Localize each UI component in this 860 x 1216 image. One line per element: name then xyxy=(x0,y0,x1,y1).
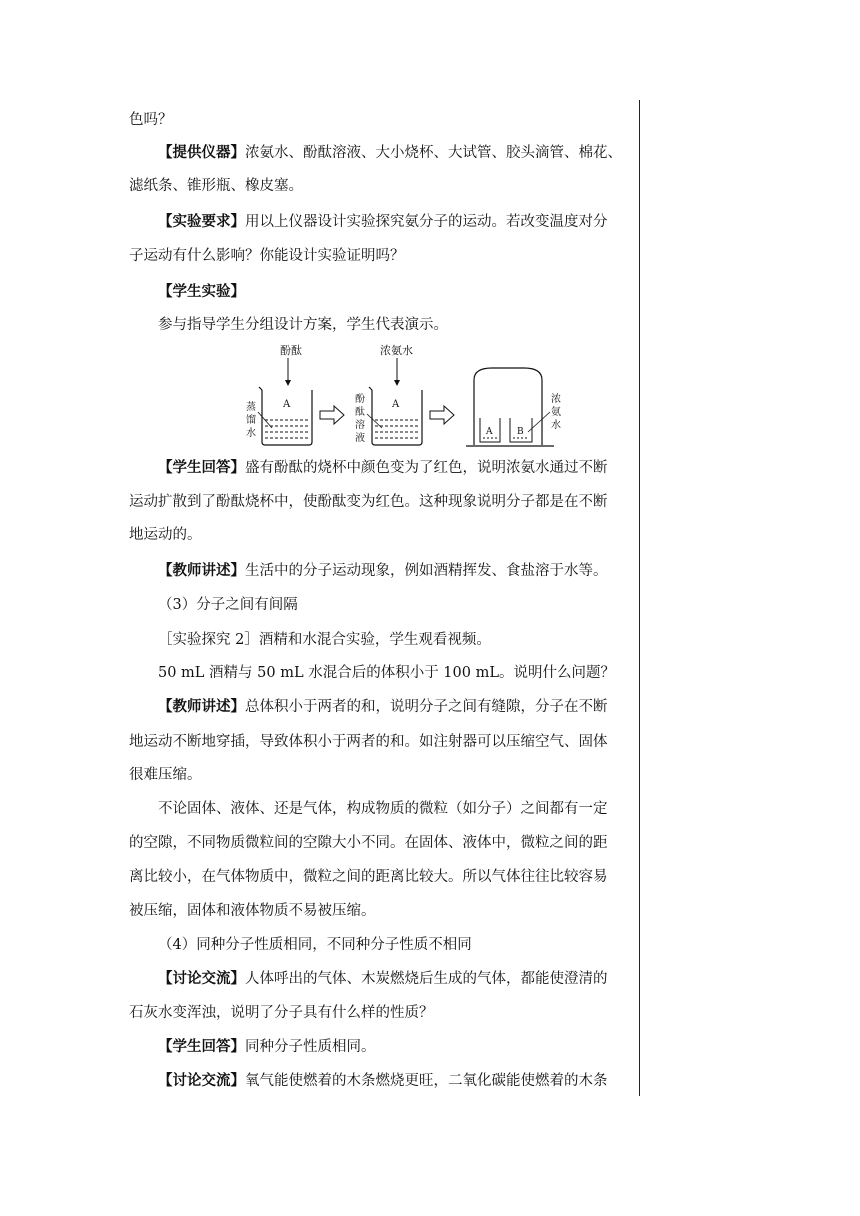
paragraph-line: 【讨论交流】人体呼出的气体、木炭燃烧后生成的气体，都能使澄清的 xyxy=(158,970,608,987)
paragraph-line: 【实验要求】用以上仪器设计实验探究氨分子的运动。若改变温度对分 xyxy=(158,213,608,230)
beaker2-side-label-3: 溶 xyxy=(355,420,365,431)
paragraph-line: 【教师讲述】生活中的分子运动现象，例如酒精挥发、食盐溶于水等。 xyxy=(158,562,608,579)
section-tag: 【讨论交流】 xyxy=(158,1072,245,1089)
beaker1-top-label: 酚酞 xyxy=(280,344,302,357)
paragraph-line: 【学生回答】同种分子性质相同。 xyxy=(158,1038,376,1055)
section-tag: 【实验要求】 xyxy=(158,213,245,230)
beaker2-letter: A xyxy=(392,399,400,410)
section-tag: 【教师讲述】 xyxy=(158,698,245,715)
paragraph-line: 地运动不断地穿插，导致体积小于两者的和。如注射器可以压缩空气、固体 xyxy=(129,734,608,750)
paragraph-line xyxy=(158,282,245,302)
section-tag: 【讨论交流】 xyxy=(158,970,245,987)
margin-rule xyxy=(639,100,640,1096)
beaker1-side-label-2: 馏 xyxy=(246,415,256,426)
experiment-diagram xyxy=(242,342,587,452)
jar-side-label-2: 氨 xyxy=(551,407,561,418)
section-tag: 【学生实验】 xyxy=(158,283,245,300)
paragraph-line: 【讨论交流】氧气能使燃着的木条燃烧更旺，二氧化碳能使燃着的木条 xyxy=(158,1072,608,1089)
jar-side-label-1: 浓 xyxy=(551,394,561,405)
paragraph-line: 【教师讲述】总体积小于两者的和，说明分子之间有缝隙，分子在不断 xyxy=(158,698,608,715)
paragraph-line: 石灰水变浑浊，说明了分子具有什么样的性质？ xyxy=(129,1005,434,1021)
jar-beaker-b-letter: B xyxy=(517,427,524,437)
paragraph-line: 50 mL 酒精与 50 mL 水混合后的体积小于 100 mL。说明什么问题？ xyxy=(158,665,615,681)
paragraph-line: 滤纸条、锥形瓶、橡皮塞。 xyxy=(129,178,303,194)
paragraph-line: 参与指导学生分组设计方案，学生代表演示。 xyxy=(158,317,448,333)
paragraph-line: 不论固体、液体、还是气体，构成物质的微粒（如分子）之间都有一定 xyxy=(158,801,608,817)
paragraph-line: 离比较小，在气体物质中，微粒之间的距离比较大。所以气体往往比较容易 xyxy=(129,869,608,885)
beaker2-top-label: 浓氨水 xyxy=(380,344,413,357)
paragraph-line: 的空隙，不同物质微粒间的空隙大小不同。在固体、液体中，微粒之间的距 xyxy=(129,835,608,851)
paragraph-line: 运动扩散到了酚酞烧杯中，使酚酞变为红色。这种现象说明分子都是在不断 xyxy=(129,494,608,510)
beaker2-side-label-4: 液 xyxy=(355,433,365,444)
paragraph-line: 【学生回答】盛有酚酞的烧杯中颜色变为了红色，说明浓氨水通过不断 xyxy=(158,459,608,476)
paragraph-line: 【提供仪器】浓氨水、酚酞溶液、大小烧杯、大试管、胶头滴管、棉花、 xyxy=(158,144,622,161)
paragraph-line: 被压缩，固体和液体物质不易被压缩。 xyxy=(129,903,376,919)
hollow-arrow-icon xyxy=(430,406,454,424)
paragraph-line: 子运动有什么影响？你能设计实验证明吗？ xyxy=(129,248,405,264)
section-tag: 【学生回答】 xyxy=(158,459,245,476)
jar-beaker-a-letter: A xyxy=(486,427,493,437)
beaker1-side-label-1: 蒸 xyxy=(246,402,256,413)
bell-jar-setup xyxy=(466,368,561,446)
paragraph-line: ［实验探究 2］酒精和水混合实验，学生观看视频。 xyxy=(158,632,491,648)
beaker-distilled-water xyxy=(246,343,312,445)
paragraph-line: （4）同种分子性质相同，不同种分子性质不相同 xyxy=(158,937,472,953)
paragraph-line: 色吗？ xyxy=(129,112,173,128)
paragraph-line: （3）分子之间有间隔 xyxy=(158,597,298,613)
paragraph-line: 很难压缩。 xyxy=(129,767,202,783)
beaker2-side-label-1: 酚 xyxy=(355,394,365,405)
beaker-phenolphthalein xyxy=(355,343,422,445)
jar-side-label-3: 水 xyxy=(551,420,561,431)
beaker1-letter: A xyxy=(283,399,291,410)
section-tag: 【提供仪器】 xyxy=(158,144,245,161)
section-tag: 【教师讲述】 xyxy=(158,562,245,579)
beaker2-side-label-2: 酞 xyxy=(355,407,365,418)
beaker1-side-label-3: 水 xyxy=(246,428,256,439)
section-tag: 【学生回答】 xyxy=(158,1038,245,1055)
paragraph-line: 地运动的。 xyxy=(129,527,202,543)
hollow-arrow-icon xyxy=(320,406,344,424)
